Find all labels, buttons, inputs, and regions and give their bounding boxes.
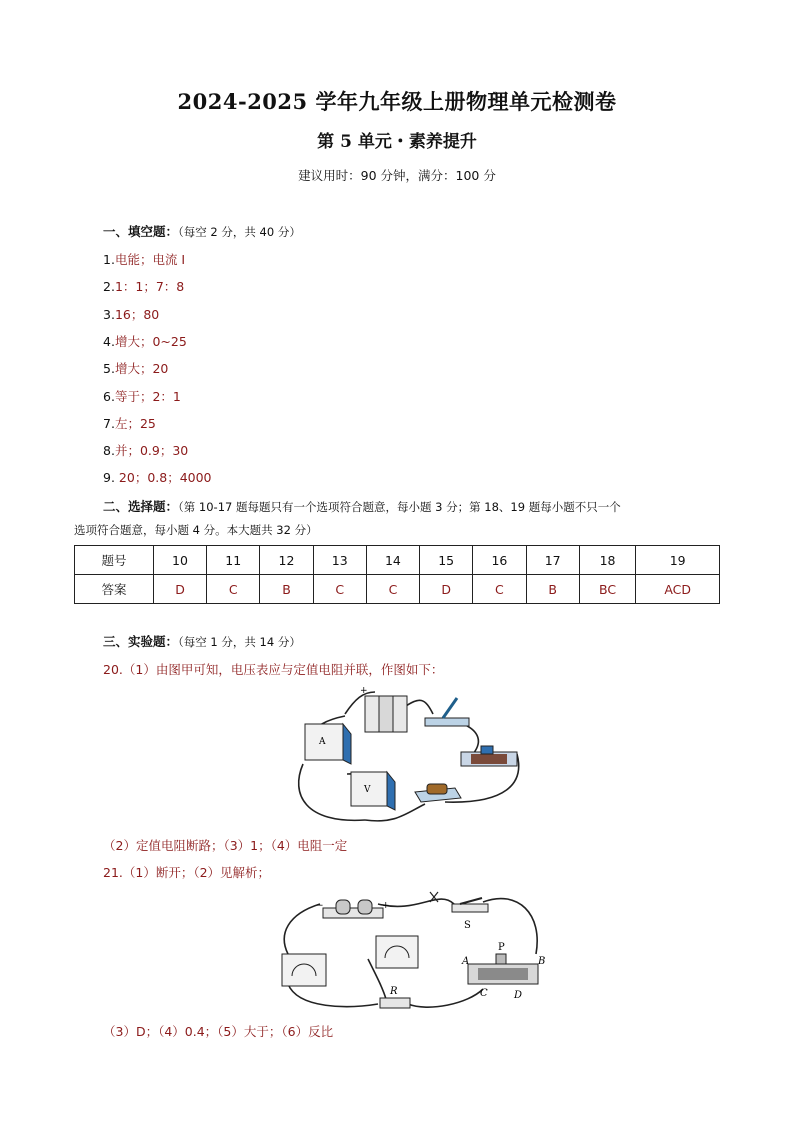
rheostat-icon bbox=[461, 942, 545, 1001]
question-number-cell: 17 bbox=[526, 546, 579, 575]
answer-number: 2. bbox=[103, 279, 115, 295]
voltmeter-icon bbox=[376, 936, 418, 968]
answer-table bbox=[74, 545, 720, 604]
terminal-c-label: C bbox=[480, 988, 488, 999]
answer-text: 并；0.9；30 bbox=[114, 443, 189, 459]
section3-heading: 三、实验题：（每空 1 分，共 14 分） bbox=[103, 634, 301, 649]
list-item bbox=[103, 359, 168, 377]
resistor-icon bbox=[415, 784, 461, 802]
answer-text: 增大；0~25 bbox=[114, 333, 187, 349]
battery-icon bbox=[360, 686, 407, 732]
question-number-cell: 11 bbox=[207, 546, 260, 575]
question-number-cell: 15 bbox=[420, 546, 473, 575]
terminal-a-label: A bbox=[462, 956, 470, 967]
answer-number: 6. bbox=[103, 388, 115, 404]
switch-label: S bbox=[464, 920, 471, 931]
battery-icon bbox=[316, 900, 390, 918]
question-number-cell: 18 bbox=[579, 546, 636, 575]
circuit-figure-2 bbox=[268, 884, 558, 1019]
section2-note-continued: 选项符合题意，每小题 4 分。本大题共 32 分） bbox=[74, 523, 318, 537]
answer-number: 4. bbox=[103, 333, 115, 349]
list-item bbox=[103, 305, 159, 323]
list-item bbox=[103, 468, 212, 486]
time-info: 建议用时：90 分钟，满分：100 分 bbox=[298, 168, 496, 183]
battery-minus-label: − bbox=[316, 901, 324, 911]
battery-plus-label: + bbox=[360, 686, 368, 696]
answer-text: 等于；2：1 bbox=[114, 388, 181, 404]
list-item bbox=[103, 414, 156, 432]
answer-number: 1. bbox=[103, 252, 115, 267]
answer-number: 7. bbox=[103, 415, 115, 431]
table-row-head: 题号 bbox=[75, 546, 154, 575]
table-row-head: 答案 bbox=[75, 575, 154, 604]
answer-cell: D bbox=[153, 575, 206, 604]
answer-cell: C bbox=[473, 575, 526, 604]
terminal-d-label: D bbox=[514, 990, 523, 1001]
ammeter-icon bbox=[305, 724, 351, 764]
section2-heading: 二、选择题：（第 10-17 题每题只有一个选项符合题意，每小题 3 分；第 18、19 题每小题不只一个 bbox=[103, 499, 621, 514]
battery-plus-label: + bbox=[382, 901, 390, 911]
answer-text: 左；25 bbox=[114, 415, 156, 431]
answer-cell: D bbox=[420, 575, 473, 604]
resistor-icon bbox=[380, 986, 410, 1008]
q20-intro: 20.（1）由图甲可知，电压表应与定值电阻并联，作图如下： bbox=[103, 662, 444, 677]
slider-p-label: P bbox=[498, 942, 505, 953]
voltmeter-label: V bbox=[364, 785, 371, 795]
q21-intro: 21.（1）断开；（2）见解析； bbox=[103, 865, 271, 880]
list-item bbox=[103, 332, 187, 350]
question-number-cell: 12 bbox=[260, 546, 313, 575]
resistor-label: R bbox=[390, 986, 398, 997]
question-number-cell: 16 bbox=[473, 546, 526, 575]
answer-text: 1：1；7：8 bbox=[114, 279, 185, 295]
answer-text: 20；0.8；4000 bbox=[114, 470, 212, 486]
table-row bbox=[75, 575, 720, 604]
section1-heading: 一、填空题：（每空 2 分，共 40 分） bbox=[103, 224, 301, 239]
answer-text: 增大；20 bbox=[114, 361, 169, 377]
ammeter-label: A bbox=[319, 737, 326, 747]
page-subtitle: 第 5 单元・素养提升 bbox=[317, 132, 477, 152]
switch-icon bbox=[452, 898, 488, 931]
question-number-cell: 19 bbox=[636, 546, 720, 575]
list-item bbox=[103, 441, 188, 459]
answer-cell: BC bbox=[579, 575, 636, 604]
answer-cell: ACD bbox=[636, 575, 720, 604]
table-row bbox=[75, 546, 720, 575]
question-number-cell: 13 bbox=[313, 546, 366, 575]
ammeter-icon bbox=[282, 954, 326, 986]
answer-number: 5. bbox=[103, 361, 115, 377]
answer-text: 电能；电流 I bbox=[114, 252, 186, 267]
list-item bbox=[103, 250, 185, 268]
terminal-b-label: B bbox=[538, 956, 546, 967]
voltmeter-icon bbox=[351, 772, 395, 810]
list-item bbox=[103, 387, 181, 405]
answer-cell: C bbox=[207, 575, 260, 604]
page-title: 2024-2025 学年九年级上册物理单元检测卷 bbox=[177, 89, 617, 114]
q20-rest: （2）定值电阻断路；（3）1；（4）电阻一定 bbox=[103, 838, 348, 853]
answer-cell: C bbox=[313, 575, 366, 604]
answer-number: 3. bbox=[103, 306, 115, 322]
answer-cell: B bbox=[526, 575, 579, 604]
question-number-cell: 14 bbox=[366, 546, 419, 575]
answer-cell: B bbox=[260, 575, 313, 604]
question-number-cell: 10 bbox=[153, 546, 206, 575]
circuit-figure-1 bbox=[285, 684, 535, 829]
answer-cell: C bbox=[366, 575, 419, 604]
q21-rest: （3）D；（4）0.4；（5）大于；（6）反比 bbox=[103, 1024, 334, 1039]
answer-number: 8. bbox=[103, 443, 115, 459]
rheostat-icon bbox=[461, 746, 517, 766]
list-item bbox=[103, 277, 184, 295]
answer-text: 16；80 bbox=[114, 306, 160, 322]
answer-number: 9. bbox=[103, 470, 115, 486]
